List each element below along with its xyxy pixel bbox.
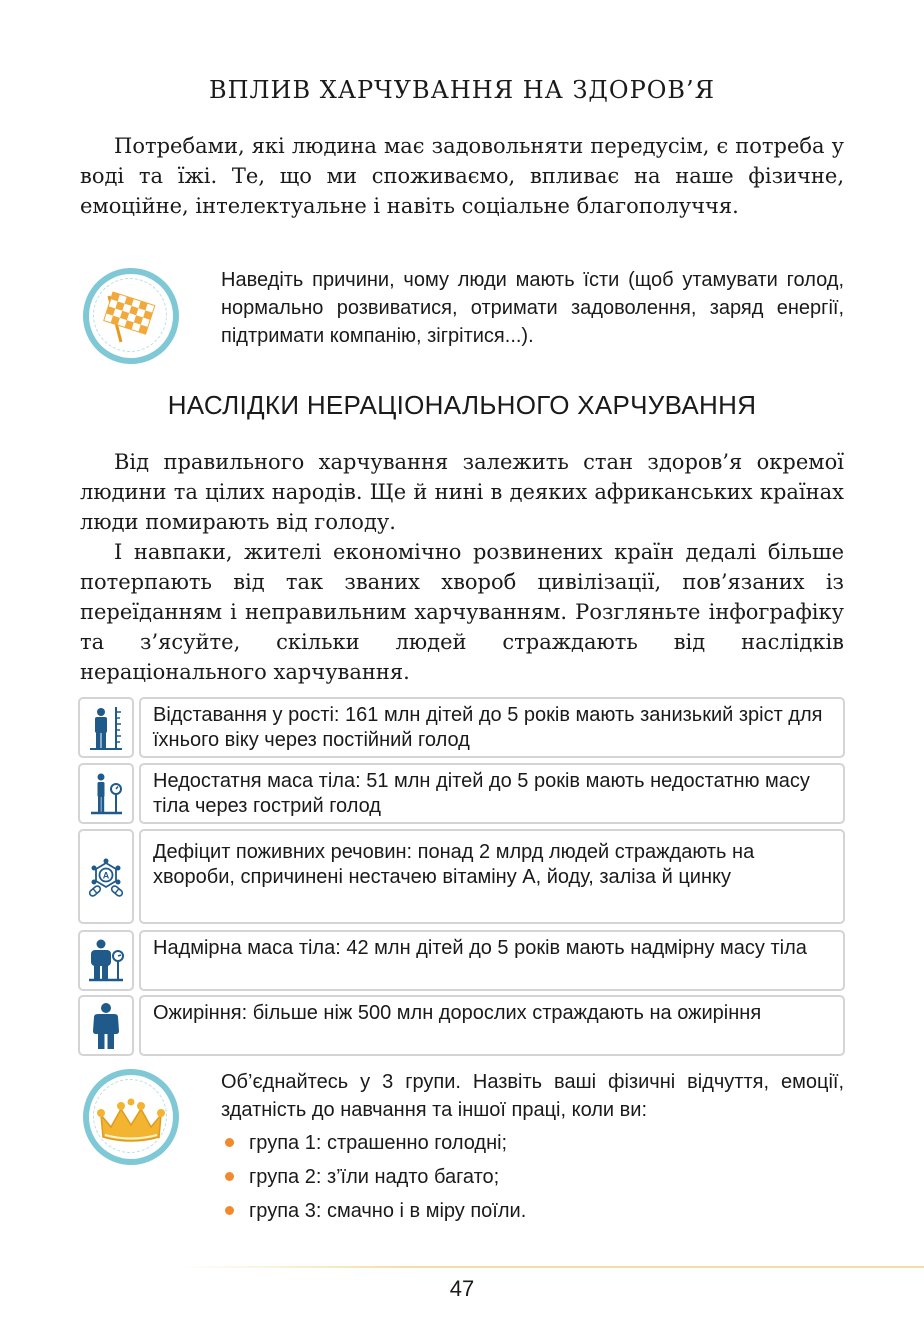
infographic-text: Дефіцит поживних речовин: понад 2 млрд людей страждають на хвороби, спричинені нестачею вітаміну А, йоду, заліза й цинку [139,829,845,924]
crown-icon [83,1069,179,1165]
group-task-roundel [83,1069,179,1165]
intro-paragraph: Потребами, які людина має задовольняти передусім, є потреба у воді та їжі. Те, що ми споживаємо, впливає на наше фізичне, емоційне, інтелектуальне і навіть соціальне благополуччя. [80,134,844,218]
svg-text:A: A [102,870,110,880]
body-paragraph: Від правильного харчування залежить стан здоров’я окремої людини та цілих народів. Ще й нині в деяких африканських країнах люди помирають від голоду. [80,450,844,534]
bullet-dot-icon [225,1138,234,1147]
infographic-text: Ожиріння: більше ніж 500 млн дорослих страждають на ожиріння [139,995,845,1056]
underweight-scale-person-icon [86,770,126,818]
body-paragraph: І навпаки, жителі економічно розвинених країн дедалі більше потерпають від так званих хвороб цивілізації, пов’язаних із переїданням і неправильним харчуванням. Розгляньте інфографіку та з’ясуйте, скільки людей страждають від наслідків нераціонального харчування. [80,540,844,684]
infographic-row [78,697,845,758]
section-title: ВПЛИВ ХАРЧУВАННЯ НА ЗДОРОВ’Я [208,76,716,104]
overweight-scale-person-icon [86,937,126,985]
section-title: НАСЛІДКИ НЕРАЦІОНАЛЬНОГО ХАРЧУВАННЯ [167,390,757,420]
infographic-text: Надмірна маса тіла: 42 млн дітей до 5 років мають надмірну масу тіла [139,930,845,991]
task-text: Наведіть причини, чому люди мають їсти (щоб утамувати голод, нормально розвиватися, отримати задоволення, заряд енергії, підтримати компанію, зігрітися...). [221,269,844,347]
vitamin-molecule-icon [84,855,128,899]
infographic-row [78,829,845,924]
obese-person-icon [86,1001,126,1051]
page-number: 47 [449,1276,475,1301]
group-task-text: Об’єднайтесь у 3 групи. Назвіть ваші фізичні відчуття, емоції, здатність до навчання та іншої праці, коли ви: [221,1071,844,1121]
infographic-row [78,995,845,1056]
checkered-flag-icon [83,268,179,364]
infographic-text: Відставання у рості: 161 млн дітей до 5 років мають занизький зріст для їхнього віку через постійний голод [139,697,845,758]
bullet-dot-icon [225,1206,234,1215]
infographic-text: Недостатня маса тіла: 51 млн дітей до 5 років мають недостатню масу тіла через гострий голод [139,763,845,824]
infographic-row [78,930,845,991]
task-roundel [83,268,179,364]
infographic-row [78,763,845,824]
bullet-dot-icon [225,1172,234,1181]
height-ruler-person-icon [86,704,126,752]
footer-divider [180,1266,924,1268]
